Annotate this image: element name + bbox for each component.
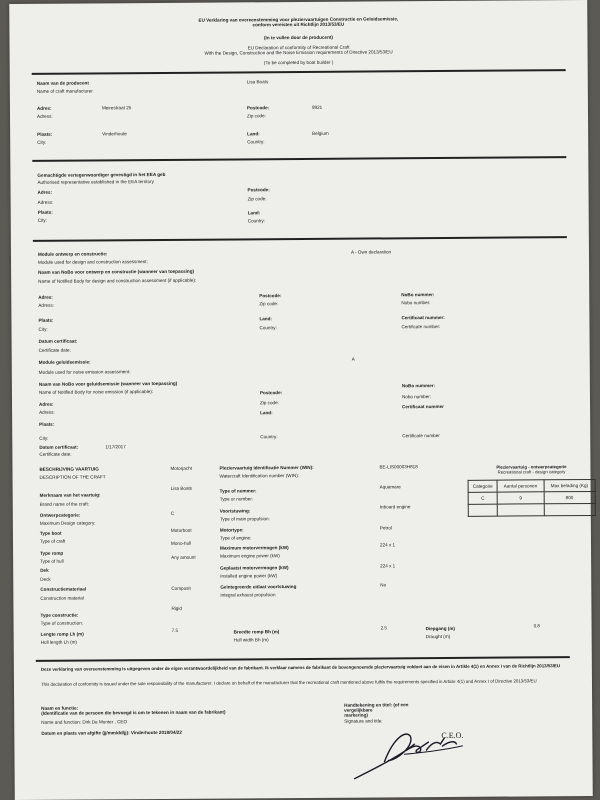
table-row bbox=[468, 491, 595, 504]
table-header: Categorie bbox=[468, 480, 497, 492]
deck-value: Any amount bbox=[171, 554, 196, 560]
type-value: Aquamare bbox=[379, 484, 401, 490]
md-certdate-label-en: Certificate date: bbox=[38, 347, 71, 353]
md-cert-label-en: Certificate number: bbox=[401, 324, 441, 330]
md-nobo-label-en: Nobo number: bbox=[401, 300, 431, 306]
module-noise-nobo-title-en: Name of Notified Body for noise emission (if applicable): bbox=[38, 389, 154, 395]
exhaust-label: Geïntegreerde uitlaat voortstuwing bbox=[220, 584, 297, 590]
material-label-en: Construction material bbox=[40, 595, 84, 601]
construct-label-en: Type of construction: bbox=[40, 620, 83, 626]
draught-label: Diepgang (m) bbox=[425, 625, 455, 632]
instpower-label: Geplaatst motorvermogen (kW) bbox=[220, 565, 289, 571]
craft-desc-value: Motorjacht bbox=[170, 465, 192, 471]
en-fill-note: (To be completed by boat builder ) bbox=[263, 59, 334, 66]
address-label: Adres: bbox=[36, 105, 52, 111]
mn-city-label: Plaats: bbox=[39, 421, 55, 427]
en-title: EU Declaration of conformity of Recreational Craft bbox=[247, 44, 350, 51]
signer-label-nl-note: (Identificatie van de persoon die bevoegd is om te tekenen in naam van de fabrikant) bbox=[41, 709, 226, 716]
signature-label-en: Signature and title: bbox=[344, 718, 383, 724]
handwritten-signature bbox=[344, 716, 494, 787]
hull-value: Mono-hull bbox=[170, 540, 192, 546]
representative-title-en: Authorised representative established in the EEA territory bbox=[37, 179, 154, 185]
designcat-value: C bbox=[170, 510, 175, 516]
divider bbox=[33, 236, 567, 241]
mn-address-label: Adres: bbox=[39, 401, 54, 407]
md-city-label: Plaats: bbox=[38, 317, 54, 323]
mn-city-label-en: City: bbox=[39, 435, 49, 441]
country-label: Land: bbox=[247, 131, 260, 137]
boattype-label: Type boot bbox=[39, 530, 62, 536]
zip-value: 9921 bbox=[311, 104, 323, 110]
instpower-value: 224 x 1 bbox=[380, 563, 396, 569]
table-row bbox=[468, 503, 595, 516]
table-cell: 800 bbox=[544, 491, 595, 503]
material-label: Constructiemateriaal bbox=[40, 586, 87, 592]
signature-label-nl-3: markering) bbox=[344, 712, 368, 718]
rep-zip-label: Postcode: bbox=[247, 187, 270, 193]
address-value: Meirestraat 25 bbox=[101, 105, 132, 111]
hull-label-en: Type of hull bbox=[40, 558, 64, 564]
en-subtitle: With the Design, Construction and the Noise Emission requirements of Directive 2013/53/EU bbox=[204, 49, 393, 56]
boattype-label-en: Type of craft bbox=[39, 538, 66, 544]
engine-value: Petrol bbox=[379, 525, 392, 531]
instpower-label-en: Installed engine power (kW) bbox=[220, 573, 278, 579]
declaration-text-en: This declaration of conformity is issued under the sole responsibility of the manufacturer. I declare on behalf of the manufacturer that the recreational craft mentioned above fulfils the requirements specified in Article 4(1) and Annex I of Directive 2013/53/EU bbox=[40, 678, 537, 687]
propulsion-label-en: Type of main propulsion: bbox=[219, 516, 270, 522]
representative-title: Gemachtigde vertegenwoordiger gevestigd in het EEA geb bbox=[37, 171, 166, 178]
deck-label: Dek bbox=[40, 567, 49, 573]
category-table-title bbox=[470, 464, 592, 475]
construct-label: Type constructie: bbox=[40, 612, 79, 618]
maxpower-value: 224 x 1 bbox=[379, 542, 396, 548]
propulsion-value: Inboard engine bbox=[379, 504, 411, 510]
rep-address-label: Adres: bbox=[37, 189, 53, 195]
module-design-nobo-title: Naam van NoBo voor ontwerp en constructie (wanneer van toepassing) bbox=[38, 268, 195, 275]
address-label-en: Adress: bbox=[36, 113, 53, 119]
md-cert-label: Certificaat nummer: bbox=[401, 314, 445, 321]
win-label: Pleziervaartuig Identificatie Nummer (WIN): bbox=[219, 464, 314, 471]
brand-label: Merknaam van het vaartuig: bbox=[39, 492, 101, 498]
country-value: Belgium bbox=[312, 130, 329, 136]
craft-desc-label-en: DESCRIPTION OF THE CRAFT bbox=[39, 474, 106, 480]
maxpower-label-en: Maximum engine power (kW) bbox=[220, 553, 280, 559]
type-label-en: Type or number: bbox=[219, 496, 254, 502]
rep-address-label-en: Adress: bbox=[37, 199, 54, 205]
module-design-value: A - Own declaration bbox=[350, 249, 392, 255]
length-label-en: Hull length Lh (m) bbox=[40, 639, 77, 645]
craft-desc-label: BESCHRIJVING VAARTUIG bbox=[39, 466, 99, 472]
draught-label-en: Draught (m) bbox=[425, 633, 451, 640]
mn-zip-label-en: Zip code: bbox=[260, 400, 279, 406]
rep-city-label-en: City: bbox=[37, 217, 47, 223]
propulsion-label: Voortstuwing: bbox=[219, 508, 251, 514]
win-value: BE-LIS00003H818 bbox=[379, 464, 418, 470]
table-cell: C bbox=[468, 492, 497, 504]
exhaust-label-en: Integral exhaust propulsion bbox=[220, 592, 276, 598]
exhaust-value: No bbox=[380, 582, 387, 588]
rep-country-label-en: Country: bbox=[247, 218, 266, 224]
mn-country-label-en: Country: bbox=[260, 434, 278, 440]
table-cell bbox=[468, 504, 497, 516]
mn-certdate-value: 1/17/2017 bbox=[105, 444, 126, 450]
country-label-en: Country: bbox=[247, 139, 265, 145]
draught-value: 0.8 bbox=[533, 623, 540, 629]
type-label: Type of nummer: bbox=[219, 488, 257, 494]
md-zip-label-en: Zip code: bbox=[259, 301, 279, 307]
module-design-title: Module ontwerp en constructie: bbox=[37, 251, 108, 257]
designcat-label: Ontwerpcategorie: bbox=[39, 512, 81, 518]
md-zip-label: Postcode: bbox=[259, 293, 282, 299]
manufacturer-label-en: Name of craft manufacturer bbox=[36, 88, 93, 94]
beam-value: 2.5 bbox=[380, 625, 388, 631]
mn-certdate-label: Datum certificaat: bbox=[39, 444, 79, 450]
win-label-en: Watercraft Identification number (WIN): bbox=[219, 473, 300, 479]
md-nobo-label: NoBo nummer: bbox=[401, 292, 435, 298]
divider bbox=[36, 656, 570, 661]
mn-country-label-top: Land: bbox=[260, 410, 273, 416]
rep-country-label: Land: bbox=[247, 210, 261, 216]
declaration-document bbox=[9, 0, 593, 800]
declaration-text-nl: Deze verklaring van overeenstemming is uitgegeven onder de eigen verantwoordelijkheid van de fabrikant. Ik verklaar namens de fabrikant de bovengenoemde pleziervaartuig voldoet aan de eisen in Artikle 4(1) en Annex I van de Richtlijn 2013/53/EU bbox=[40, 663, 561, 672]
designcat-label-en: Maximum Design category: bbox=[39, 520, 96, 526]
md-country-label-en: Country: bbox=[259, 325, 277, 331]
hull-label: Type romp bbox=[40, 550, 64, 556]
engine-label-en: Type of engine: bbox=[219, 535, 252, 541]
mn-address-label-en: Adress: bbox=[39, 409, 55, 415]
signature-label-nl: Handtekening en titel: (of een bbox=[344, 702, 409, 708]
signer-label-nl: Naam en functie: bbox=[41, 705, 79, 711]
length-label: Lengte romp Lh (m) bbox=[40, 631, 84, 637]
category-title-nl: Pleziervaartuig - ontwerpcategorie bbox=[496, 464, 567, 470]
divider bbox=[32, 156, 566, 161]
mn-nobo-label: NoBo nummer: bbox=[401, 383, 436, 389]
deck-label-en: Deck bbox=[40, 576, 51, 582]
rep-zip-label-en: Zip code: bbox=[247, 196, 267, 202]
table-cell bbox=[497, 504, 544, 516]
table-cell bbox=[544, 503, 595, 515]
zip-label: Postcode: bbox=[246, 105, 270, 111]
nl-subtitle: conform vereisten uit Richtlijn 2013/53/EU bbox=[252, 21, 345, 28]
category-table bbox=[468, 479, 596, 517]
nl-title: EU Verklaring van overeenstemming voor pleziervaartuigen Constructie en Geluidsemissie, bbox=[198, 16, 399, 23]
md-certdate-label: Datum certificaat: bbox=[38, 338, 78, 344]
zip-label-en: Zip code: bbox=[246, 113, 266, 119]
signature-label-nl-2: vergelijkbare bbox=[344, 707, 373, 713]
module-noise-title-en: Module used for noise emission assessment: bbox=[38, 369, 131, 375]
rep-city-label: Plaats: bbox=[37, 209, 53, 215]
mn-nobo-label-en: Nobo number: bbox=[401, 394, 432, 400]
module-noise-title: Module geluidsemissie: bbox=[38, 359, 91, 365]
maxpower-label: Maximum motorvermogen (kW) bbox=[220, 545, 289, 551]
city-label-en: City: bbox=[37, 139, 47, 145]
city-value: Vinderhoute bbox=[102, 131, 127, 137]
signer-name: Name and function: Dirk De Munter , CEO bbox=[41, 719, 128, 725]
manufacturer-name-value: Lisa Boats bbox=[246, 79, 269, 85]
category-title-en: Recreational craft - design category bbox=[497, 469, 566, 475]
md-address-label-en: Adress: bbox=[38, 302, 54, 308]
signature-title: C.E.O. bbox=[441, 730, 464, 741]
engine-label: Motortype: bbox=[219, 527, 244, 533]
table-row bbox=[468, 479, 595, 492]
construct-value: Rigid bbox=[171, 605, 182, 611]
city-label: Plaats: bbox=[37, 131, 53, 137]
md-country-label: Land: bbox=[259, 316, 272, 322]
mn-certdate-label-en: Certificate date: bbox=[39, 451, 72, 457]
md-address-label: Adres: bbox=[38, 294, 53, 300]
table-header: Aantal personen bbox=[497, 480, 544, 492]
length-value: 7.5 bbox=[171, 627, 179, 633]
manufacturer-label-nl: Naam van de producent bbox=[36, 80, 89, 86]
mn-cert-label: Certificaat nummer bbox=[402, 404, 444, 410]
brand-label-en: Brand name of the craft: bbox=[39, 501, 90, 507]
beam-label: Breedte romp Bh (m) bbox=[233, 629, 280, 635]
divider bbox=[32, 69, 566, 74]
table-cell: 9 bbox=[497, 492, 544, 504]
brand-value: Lisa Boats bbox=[170, 485, 193, 491]
mn-cert-label-en: Certificate number bbox=[402, 433, 440, 439]
material-value: Composit bbox=[171, 585, 191, 591]
module-noise-nobo-title: Naam van NoBo voor geluidsemissie (wanneer van toepassing) bbox=[38, 380, 178, 387]
issue-date-place: Datum en plaats van afgifte (jj/mm/dd/jj): Vinderhoute 2018/04/22 bbox=[41, 729, 182, 736]
boattype-value: Motorboot bbox=[170, 527, 192, 533]
beam-label-en: Hull width Bh (m) bbox=[233, 637, 269, 643]
module-design-nobo-title-en: Name of Notified Body for design and construction assessment (if applicable): bbox=[38, 277, 197, 284]
module-noise-value: A bbox=[351, 356, 355, 362]
nl-fill-note: (In te vullen door de producent) bbox=[263, 34, 333, 41]
md-city-label-en: City: bbox=[38, 326, 48, 332]
mn-zip-label: Postcode: bbox=[259, 390, 283, 396]
module-design-title-en: Module used for design and construction assessment: bbox=[38, 259, 148, 265]
table-header: Max belading (Kg) bbox=[544, 479, 595, 491]
